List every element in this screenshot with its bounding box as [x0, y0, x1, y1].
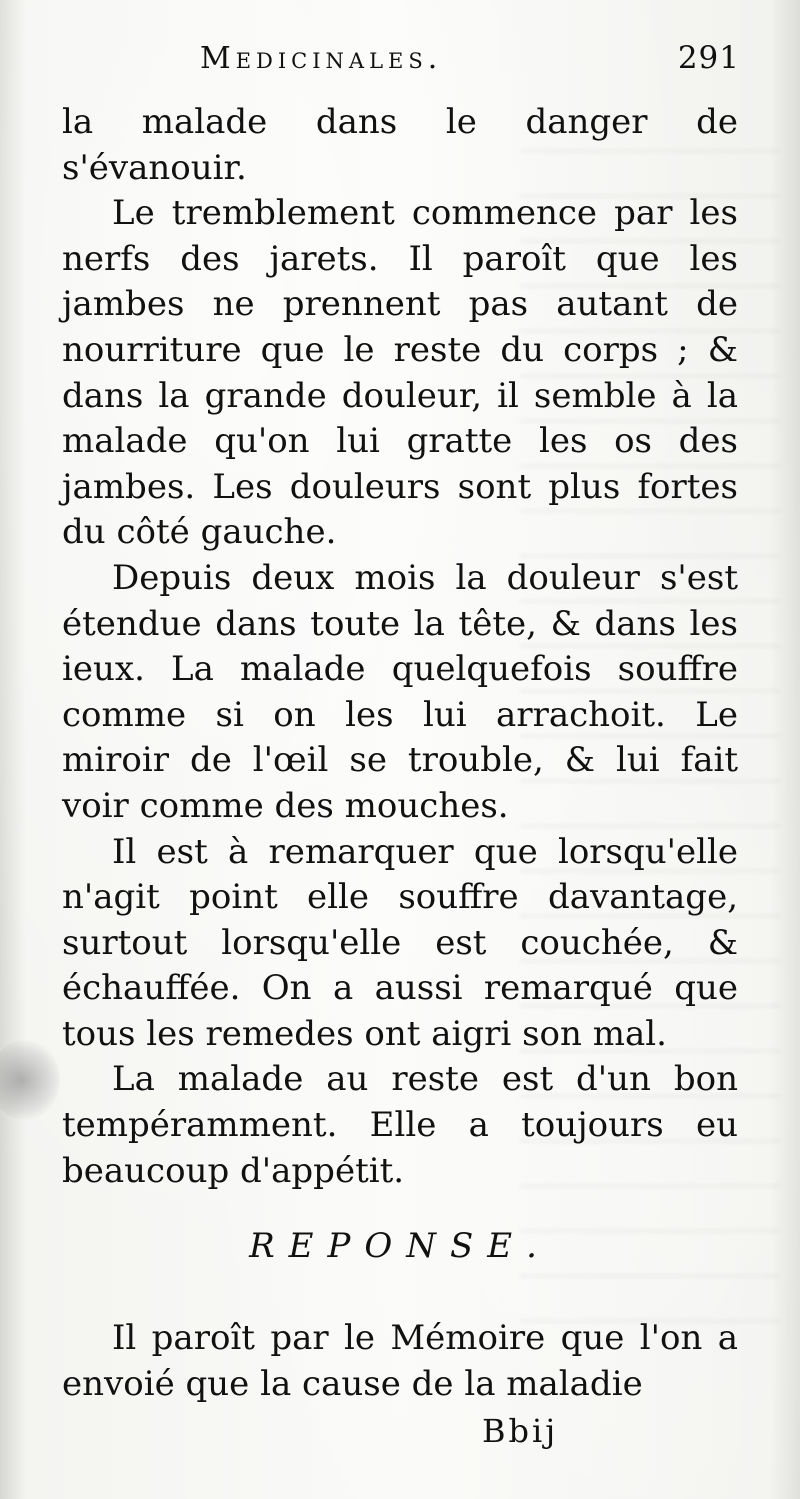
- reply-paragraph: Il paroît par le Mémoire que l'on a envoié que la cause de la maladie: [62, 1318, 738, 1404]
- paragraph-remarque: Il est à remarquer que lorsqu'elle n'agit point elle souffre davantage, surtout lorsqu'elle est couchée, & échauffée. On a aussi remarqué que tous les remedes ont aigri son mal.: [62, 831, 738, 1054]
- page-header: [200, 40, 740, 96]
- paragraph-tremblement: Le tremblement commence par les nerfs des jarets. Il paroît que les jambes ne prennent pas autant de nourriture que le reste du corps ; & dans la grande douleur, il semble à la malade qu'on lui gratte les os des jambes. Les douleurs sont plus fortes du côté gauche.: [62, 193, 738, 553]
- section-heading: REPONSE.: [249, 1226, 551, 1266]
- running-head: Medicinales.: [200, 41, 443, 76]
- signature-mark: Bbij: [482, 1412, 559, 1450]
- page-number: 291: [677, 40, 740, 76]
- paragraph-douleur-tete: Depuis deux mois la douleur s'est étendue dans toute la tête, & dans les ieux. La malade quelquefois souffre comme si on les lui arrachoit. Le miroir de l'œil se trouble, & lui fait voir comme des mouches.: [62, 557, 738, 826]
- paragraph-temperament: La malade au reste est d'un bon tempéramment. Elle a toujours eu beaucoup d'appétit.: [62, 1059, 738, 1191]
- main-text: [62, 100, 738, 1194]
- paragraph-continuation: la malade dans le danger de s'évanouir.: [62, 102, 738, 188]
- paper-stain: [0, 1040, 60, 1120]
